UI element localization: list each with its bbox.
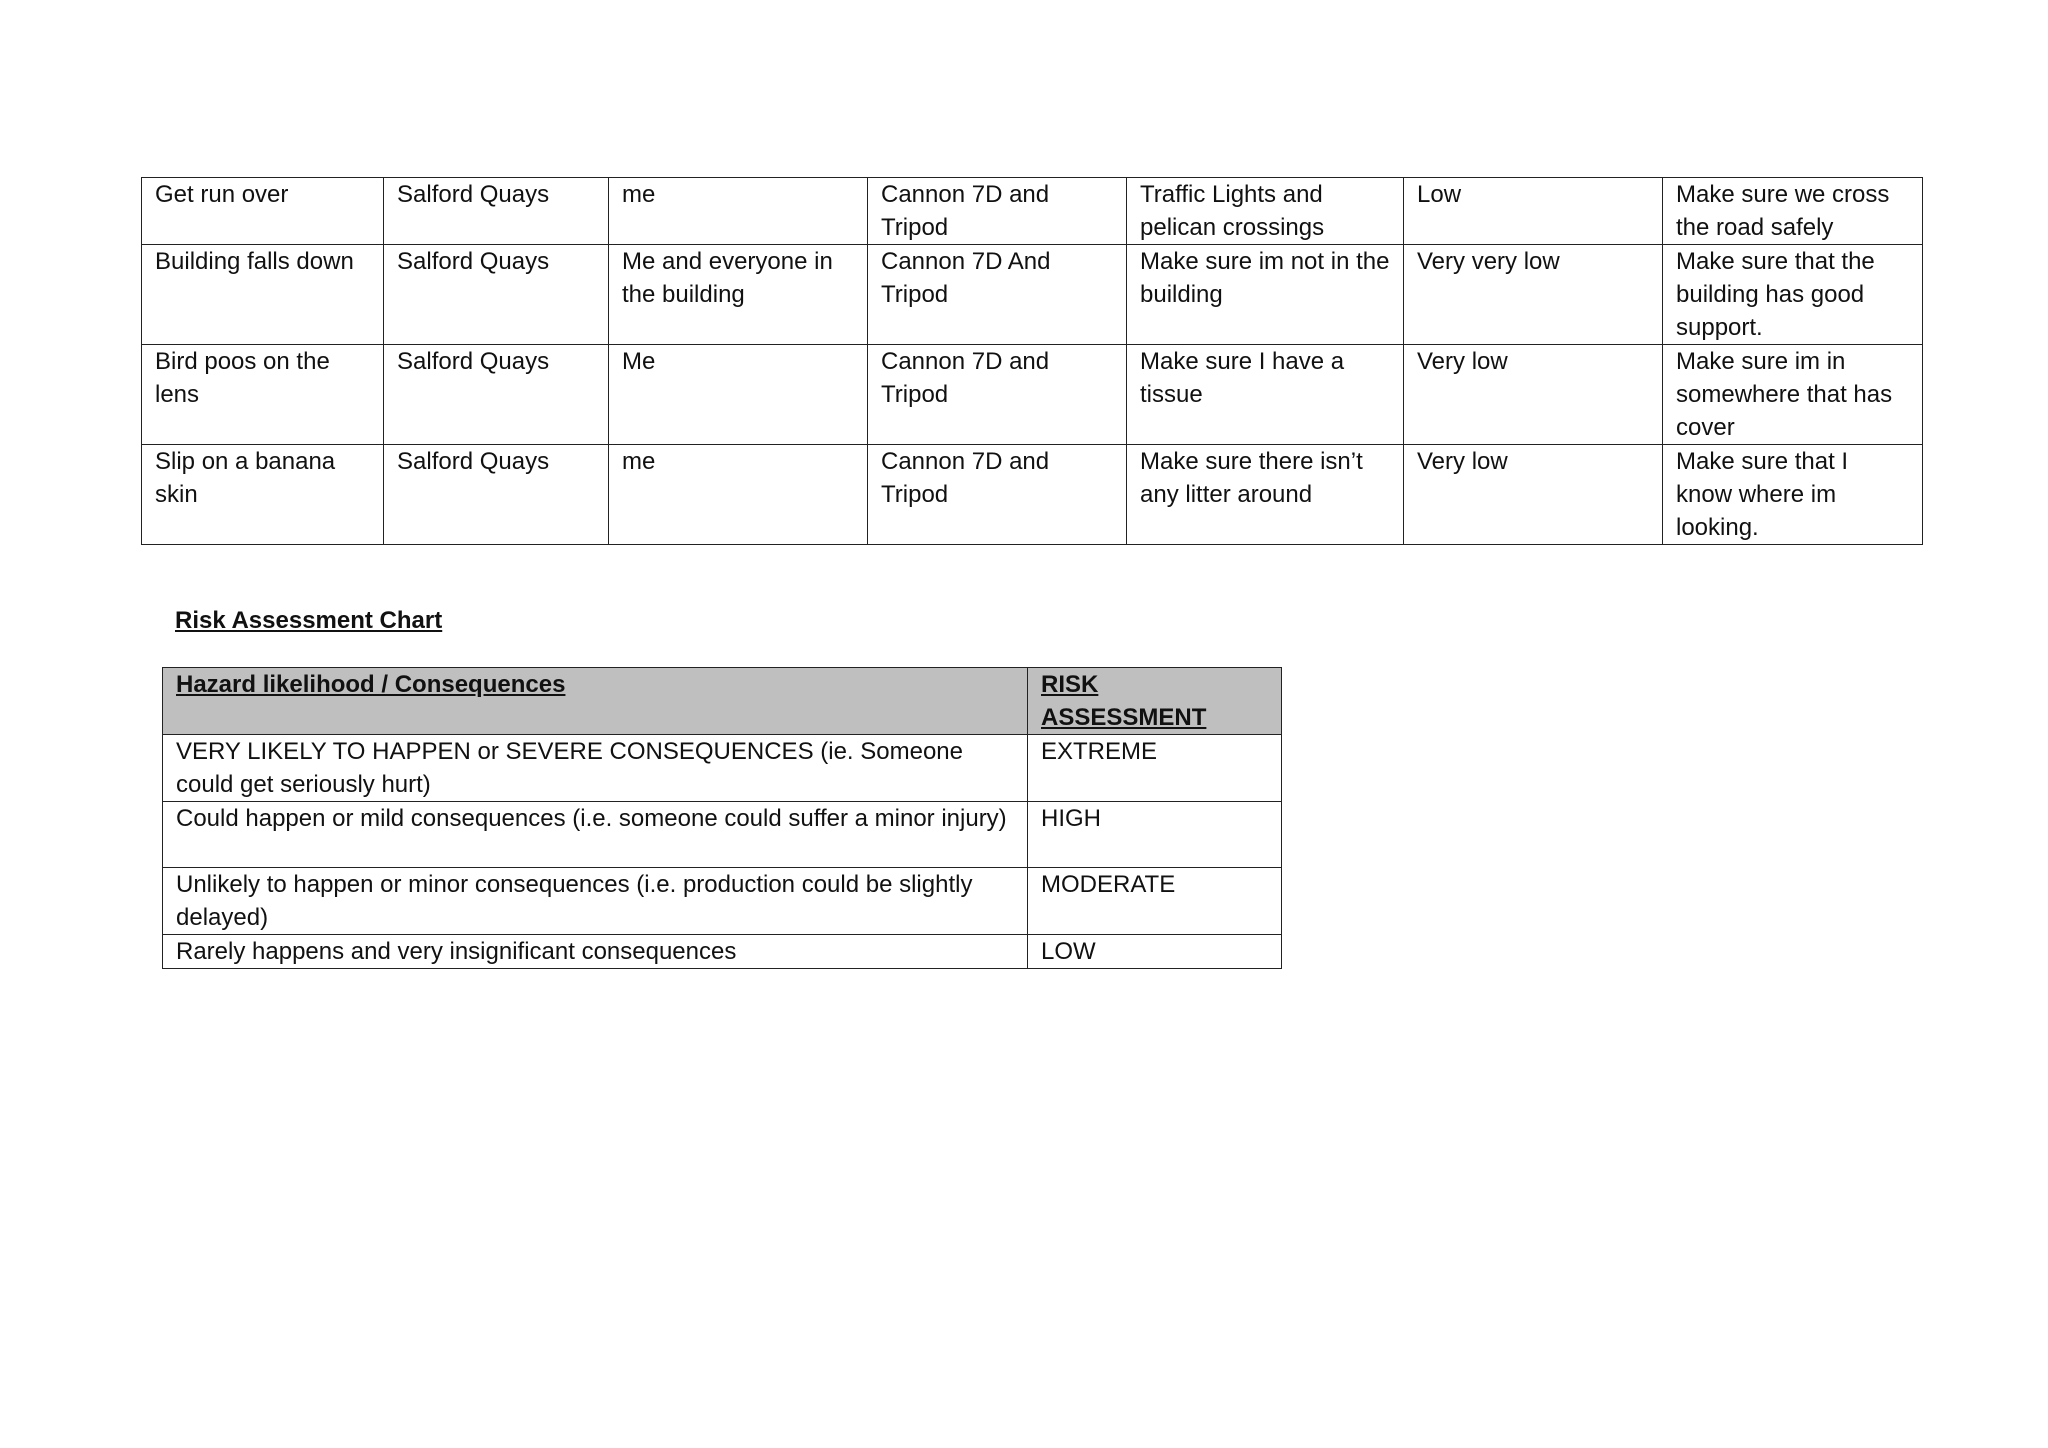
likelihood-cell: VERY LIKELY TO HAPPEN or SEVERE CONSEQUENCES (ie. Someone could get seriously hurt) — [163, 735, 1028, 802]
risk-rating-cell: HIGH — [1028, 802, 1282, 868]
control-cell: Make sure im not in the building — [1127, 245, 1404, 345]
hazard-cell: Get run over — [142, 178, 384, 245]
at-risk-cell: me — [609, 445, 868, 545]
risk-rating-cell: MODERATE — [1028, 868, 1282, 935]
risk-chart-title: Risk Assessment Chart — [175, 607, 443, 634]
likelihood-cell: Unlikely to happen or minor consequences (i.e. production could be slightly delayed) — [163, 868, 1028, 935]
at-risk-cell: me — [609, 178, 868, 245]
location-cell: Salford Quays — [384, 345, 609, 445]
risk-level-cell: Very low — [1404, 445, 1663, 545]
equipment-cell: Cannon 7D and Tripod — [868, 178, 1127, 245]
location-cell: Salford Quays — [384, 245, 609, 345]
hazard-cell: Bird poos on the lens — [142, 345, 384, 445]
hazard-cell: Building falls down — [142, 245, 384, 345]
table-row — [142, 445, 1923, 545]
at-risk-cell: Me and everyone in the building — [609, 245, 868, 345]
action-cell: Make sure that I know where im looking. — [1663, 445, 1923, 545]
table-row — [163, 935, 1282, 969]
table-row — [163, 868, 1282, 935]
control-cell: Make sure I have a tissue — [1127, 345, 1404, 445]
hazard-table — [141, 177, 1923, 545]
control-cell: Make sure there isn’t any litter around — [1127, 445, 1404, 545]
location-cell: Salford Quays — [384, 445, 609, 545]
table-header-row — [163, 668, 1282, 735]
location-cell: Salford Quays — [384, 178, 609, 245]
risk-assessment-header: RISK ASSESSMENT — [1028, 668, 1282, 735]
table-row — [142, 245, 1923, 345]
equipment-cell: Cannon 7D and Tripod — [868, 445, 1127, 545]
hazard-cell: Slip on a banana skin — [142, 445, 384, 545]
risk-level-cell: Very low — [1404, 345, 1663, 445]
likelihood-header: Hazard likelihood / Consequences — [163, 668, 1028, 735]
control-cell: Traffic Lights and pelican crossings — [1127, 178, 1404, 245]
risk-rating-cell: LOW — [1028, 935, 1282, 969]
action-cell: Make sure we cross the road safely — [1663, 178, 1923, 245]
at-risk-cell: Me — [609, 345, 868, 445]
action-cell: Make sure im in somewhere that has cover — [1663, 345, 1923, 445]
table-row — [163, 802, 1282, 868]
table-row — [142, 345, 1923, 445]
risk-assessment-chart — [162, 667, 1282, 969]
table-row — [163, 735, 1282, 802]
likelihood-cell: Rarely happens and very insignificant consequences — [163, 935, 1028, 969]
risk-rating-cell: EXTREME — [1028, 735, 1282, 802]
risk-level-cell: Low — [1404, 178, 1663, 245]
table-row — [142, 178, 1923, 245]
likelihood-cell: Could happen or mild consequences (i.e. someone could suffer a minor injury) — [163, 802, 1028, 868]
action-cell: Make sure that the building has good support. — [1663, 245, 1923, 345]
equipment-cell: Cannon 7D And Tripod — [868, 245, 1127, 345]
equipment-cell: Cannon 7D and Tripod — [868, 345, 1127, 445]
risk-level-cell: Very very low — [1404, 245, 1663, 345]
